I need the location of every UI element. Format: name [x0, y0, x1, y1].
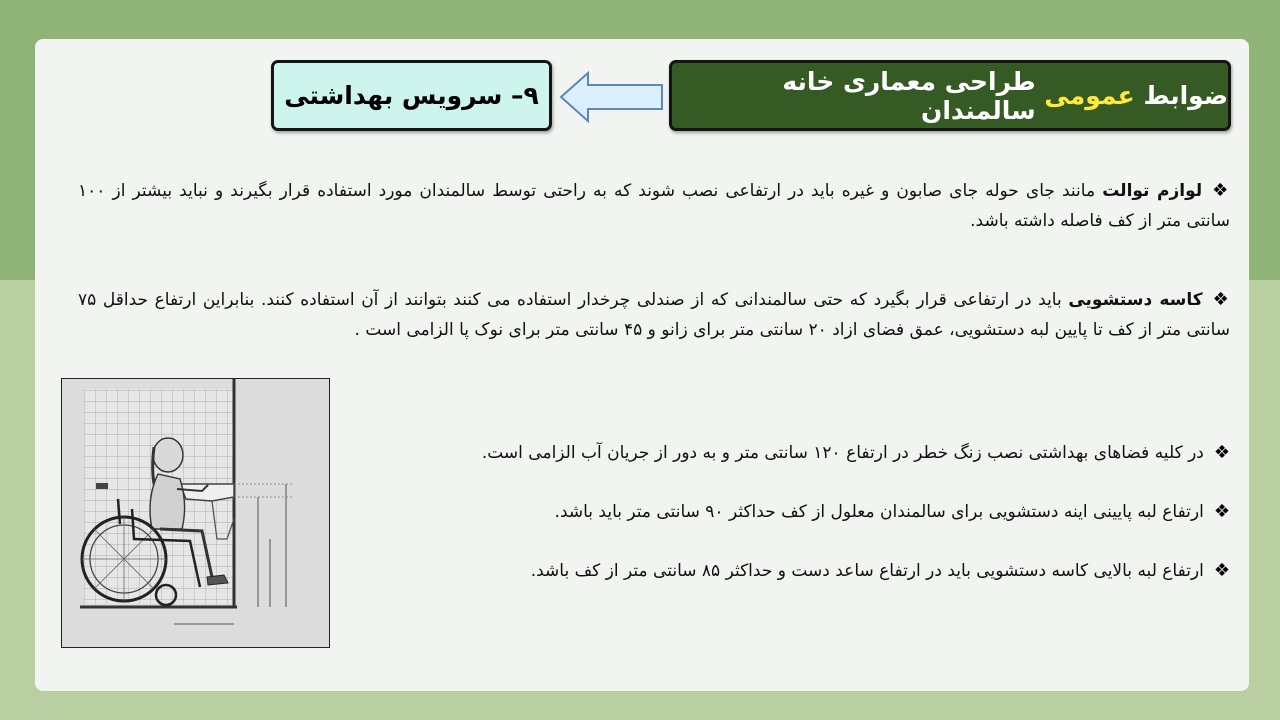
bullet-text: ارتفاع لبه بالایی کاسه دستشویی باید در ارتفاع ساعد دست و حداکثر ۸۵ سانتی متر از کف باشد. [530, 561, 1204, 581]
diamond-bullet-icon: ❖ [1212, 289, 1231, 310]
bullet-text: مانند جای حوله جای صابون و غیره باید در ارتفاعی نصب شوند که به راحتی توسط سالمندان مورد استفاده قرار بگیرند و نباید بیشتر از ۱۰۰ سانتی متر از کف فاصله داشته باشد. [78, 181, 1230, 231]
bullet-item [78, 176, 1230, 266]
title-text-highlight: عمومی [1044, 81, 1135, 110]
diamond-bullet-icon: ❖ [1213, 560, 1230, 581]
bullet-item [340, 497, 1230, 527]
bullet-text: در کلیه فضاهای بهداشتی نصب زنگ خطر در ارتفاع ۱۲۰ سانتی متر و به دور از جریان آب الزامی است. [481, 443, 1204, 463]
diamond-bullet-icon: ❖ [1213, 442, 1230, 463]
section-title-text: ۹– سرویس بهداشتی [284, 81, 539, 110]
section-title [271, 60, 552, 131]
bullet-text: ارتفاع لبه پایینی اینه دستشویی برای سالمندان معلول از کف حداکثر ۹۰ سانتی متر باید باشد. [554, 502, 1204, 522]
diamond-bullet-icon: ❖ [1212, 180, 1231, 201]
bullet-item [340, 556, 1230, 586]
title-text-pre: ضوابط [1143, 81, 1228, 110]
diamond-bullet-icon: ❖ [1213, 501, 1230, 522]
slide-title [669, 60, 1231, 131]
title-text-post: طراحی معماری خانه سالمندان [782, 66, 1036, 125]
left-arrow-icon [558, 70, 666, 124]
bullet-text: باید در ارتفاعی قرار بگیرد که حتی سالمندانی که از صندلی چرخدار استفاده می کنند بتوانند از آن استفاده کنند. بنابراین ارتفاع حداقل ۷۵ سانتی متر از کف تا پایین لبه دستشویی، عمق فضای ازاد ۲۰ سانتی متر برای زانو و ۴۵ سانتی متر برای نوک پا الزامی است . [78, 290, 1230, 340]
bullet-bold-label: لوازم توالت [1102, 181, 1203, 201]
wheelchair-washbasin-illustration [61, 378, 330, 648]
illustration-svg [62, 379, 329, 647]
bullet-bold-label: کاسه دستشویی [1068, 290, 1203, 310]
bullet-item [340, 438, 1230, 468]
